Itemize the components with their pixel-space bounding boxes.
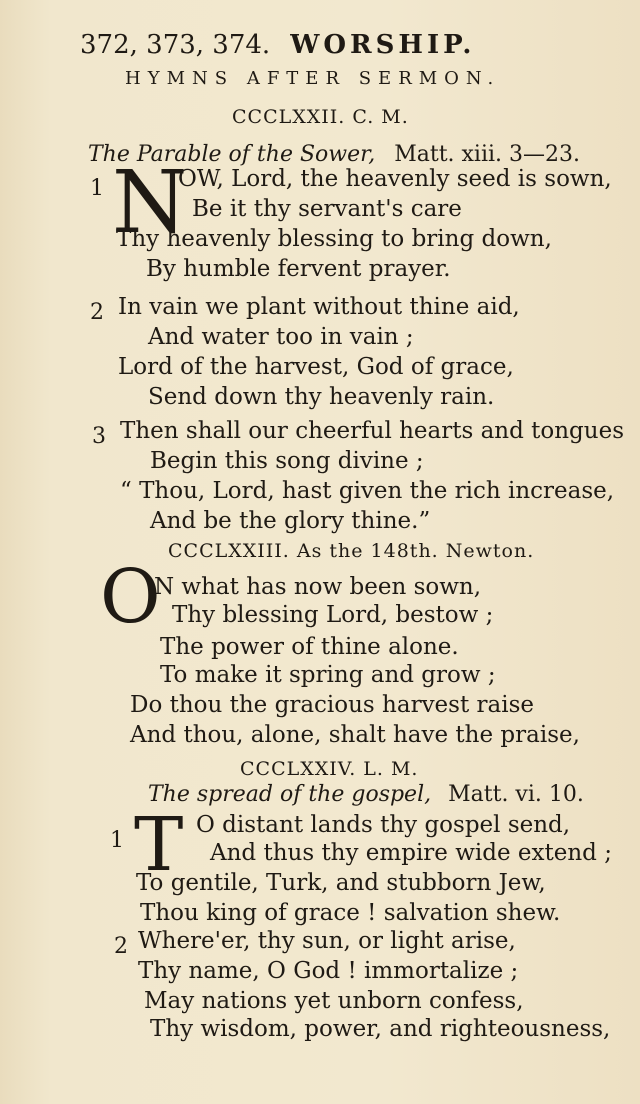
verse-line: O distant lands thy gospel send,	[196, 812, 571, 838]
reference-citation: Matt. xiii. 3—23.	[394, 142, 581, 167]
verse-number: 1	[90, 176, 104, 201]
verse-line: Lord of the harvest, God of grace,	[118, 354, 514, 380]
verse-line: To gentile, Turk, and stubborn Jew,	[136, 870, 546, 896]
verse-line: And be the glory thine.”	[150, 508, 431, 534]
scripture-reference	[148, 782, 584, 807]
verse-line: N what has now been sown,	[154, 574, 482, 600]
verse-line: Be it thy servant's care	[192, 196, 462, 222]
section-heading: HYMNS AFTER SERMON.	[125, 68, 501, 89]
verse-line: In vain we plant without thine aid,	[118, 294, 520, 320]
hymn-number: CCCLXXIII. As the 148th. Newton.	[168, 540, 535, 562]
verse-line: To make it spring and grow ;	[160, 662, 496, 688]
drop-cap: T	[134, 802, 184, 888]
page-title: WORSHIP.	[290, 30, 476, 60]
verse-line: Send down thy heavenly rain.	[148, 384, 495, 410]
verse-line: Then shall our cheerful hearts and tongues	[120, 418, 625, 444]
verse-line: And water too in vain ;	[148, 324, 414, 350]
verse-line: Thy heavenly blessing to bring down,	[116, 226, 552, 252]
verse-line: Thou king of grace ! salvation shew.	[140, 900, 561, 926]
verse-line: Thy blessing Lord, bestow ;	[172, 602, 494, 628]
verse-number: 3	[92, 424, 106, 449]
verse-number: 2	[90, 300, 104, 325]
reference-title: The Parable of the Sower,	[88, 142, 376, 167]
verse-line: “ Thou, Lord, hast given the rich increase,	[120, 478, 615, 504]
verse-line: And thus thy empire wide extend ;	[210, 840, 612, 866]
running-header	[80, 30, 475, 60]
verse-line: The power of thine alone.	[160, 634, 459, 660]
verse-line: Where'er, thy sun, or light arise,	[138, 928, 516, 954]
verse-line: And thou, alone, shalt have the praise,	[130, 722, 580, 748]
verse-line: OW, Lord, the heavenly seed is sown,	[178, 166, 612, 192]
verse-line: By humble fervent prayer.	[146, 256, 451, 282]
verse-line: May nations yet unborn confess,	[144, 988, 524, 1014]
reference-citation: Matt. vi. 10.	[448, 782, 584, 807]
verse-number: 2	[114, 934, 128, 959]
verse-line: Do thou the gracious harvest raise	[130, 692, 535, 718]
drop-cap: O	[100, 554, 161, 640]
page-numbers: 372, 373, 374.	[80, 30, 271, 60]
verse-line: Thy name, O God ! immortalize ;	[138, 958, 519, 984]
hymn-number: CCCLXXIV. L. M.	[240, 758, 419, 780]
reference-title: The spread of the gospel,	[148, 782, 432, 807]
verse-line: Thy wisdom, power, and righteousness,	[150, 1016, 611, 1042]
verse-line: Begin this song divine ;	[150, 448, 424, 474]
drop-cap: N	[112, 153, 188, 253]
hymn-number: CCCLXXII. C. M.	[232, 106, 409, 128]
verse-number: 1	[110, 828, 124, 853]
